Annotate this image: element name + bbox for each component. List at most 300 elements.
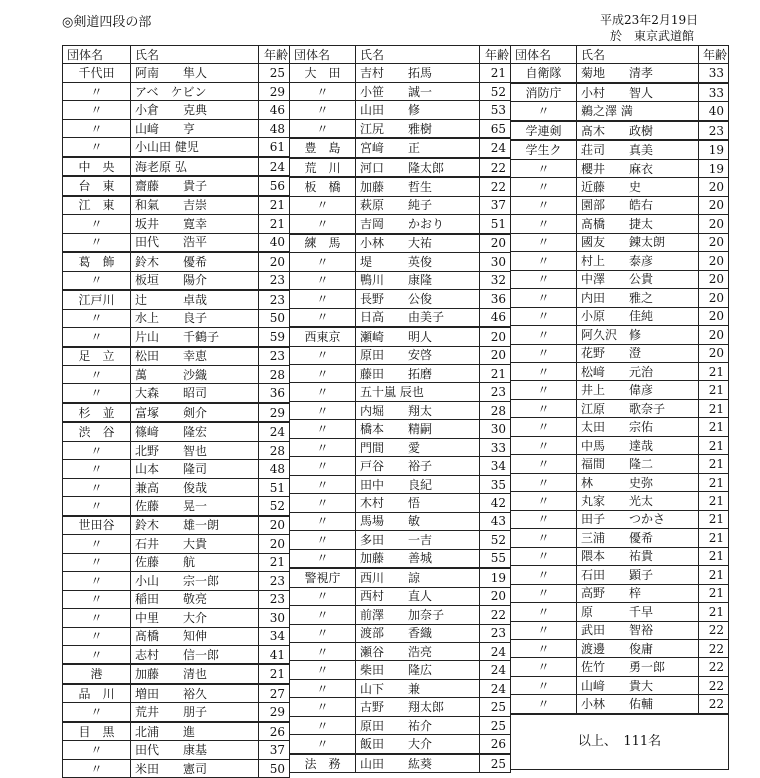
name-cell: 加藤 清也 <box>131 664 259 683</box>
name-cell: 加藤 善城 <box>356 549 480 568</box>
name-cell: 松﨑 元治 <box>577 362 699 380</box>
org-cell: 〃 <box>290 494 356 512</box>
name-cell: 小村 智人 <box>577 83 699 102</box>
org-cell: 品 川 <box>63 684 131 703</box>
name-cell: 米田 憲司 <box>131 759 259 777</box>
age-cell: 34 <box>259 627 290 645</box>
table-row <box>63 646 290 665</box>
age-cell: 21 <box>699 399 729 417</box>
age-cell: 33 <box>699 83 729 102</box>
org-cell: 〃 <box>511 215 577 233</box>
table-row <box>63 759 290 777</box>
age-cell: 50 <box>259 759 290 777</box>
name-cell: 鵜之澤 満 <box>577 102 699 121</box>
name-cell: 水上 良子 <box>131 309 259 327</box>
table-row <box>63 627 290 645</box>
org-cell: 葛 飾 <box>63 252 131 271</box>
name-cell: 木村 悟 <box>356 494 480 512</box>
table-row <box>511 289 729 307</box>
name-cell: 井上 偉彦 <box>577 381 699 399</box>
org-cell: 〃 <box>63 572 131 590</box>
name-cell: 橋本 精嗣 <box>356 420 480 438</box>
table-row <box>63 252 290 271</box>
roster-table-2 <box>289 45 511 773</box>
header-name: 氏名 <box>131 46 259 64</box>
name-cell: 田中 良紀 <box>356 475 480 493</box>
org-cell: 学生ク <box>511 140 577 159</box>
table-row <box>63 384 290 403</box>
age-cell: 20 <box>480 327 511 346</box>
age-cell: 20 <box>480 346 511 364</box>
age-cell: 20 <box>699 233 729 251</box>
name-cell: 兼高 俊哉 <box>131 478 259 496</box>
org-cell: 〃 <box>290 531 356 549</box>
name-cell: 小倉 克典 <box>131 101 259 119</box>
org-cell: 〃 <box>290 587 356 605</box>
age-cell: 25 <box>259 64 290 82</box>
org-cell: 〃 <box>63 478 131 496</box>
age-cell: 22 <box>480 606 511 624</box>
table-row <box>290 364 511 382</box>
name-cell: 佐藤 航 <box>131 553 259 571</box>
table-row <box>63 82 290 100</box>
org-cell: 〃 <box>290 308 356 327</box>
org-cell: 警視庁 <box>290 568 356 587</box>
age-cell: 21 <box>480 64 511 82</box>
org-cell: 〃 <box>290 475 356 493</box>
age-cell: 20 <box>699 196 729 214</box>
age-cell: 27 <box>259 684 290 703</box>
org-cell: 〃 <box>290 196 356 214</box>
table-row <box>511 362 729 380</box>
age-cell: 29 <box>259 82 290 100</box>
org-cell: 杉 並 <box>63 403 131 422</box>
org-cell: 〃 <box>511 492 577 510</box>
org-cell: 〃 <box>63 215 131 233</box>
table-row <box>511 418 729 436</box>
age-cell: 48 <box>259 460 290 478</box>
table-row <box>63 609 290 627</box>
table-row <box>511 215 729 233</box>
age-cell: 20 <box>480 234 511 253</box>
org-cell: 〃 <box>63 309 131 327</box>
name-cell: 加藤 哲生 <box>356 177 480 196</box>
table-row <box>290 327 511 346</box>
age-cell: 23 <box>259 572 290 590</box>
table-row <box>511 252 729 270</box>
org-cell: 〃 <box>511 658 577 676</box>
age-cell: 21 <box>699 510 729 528</box>
age-cell: 22 <box>699 658 729 676</box>
table-row <box>511 326 729 344</box>
table-row <box>511 196 729 214</box>
table-row <box>511 658 729 676</box>
table-row <box>290 735 511 754</box>
org-cell: 〃 <box>63 271 131 290</box>
table-row <box>511 676 729 694</box>
org-cell: 〃 <box>290 383 356 401</box>
section-title: ◎剣道四段の部 <box>62 15 152 30</box>
age-cell: 21 <box>480 364 511 382</box>
age-cell: 21 <box>699 529 729 547</box>
org-cell: 〃 <box>63 441 131 459</box>
age-cell: 41 <box>259 646 290 665</box>
table-row <box>290 138 511 157</box>
name-cell: 鴨川 康隆 <box>356 271 480 289</box>
age-cell: 48 <box>259 119 290 137</box>
table-row <box>290 177 511 196</box>
age-cell: 29 <box>259 403 290 422</box>
name-cell: 渡邊 俊庸 <box>577 640 699 658</box>
age-cell: 36 <box>480 290 511 308</box>
org-cell: 〃 <box>290 606 356 624</box>
age-cell: 56 <box>259 176 290 195</box>
header-age: 年齢 <box>699 46 729 64</box>
org-cell: 〃 <box>511 640 577 658</box>
header-name: 氏名 <box>577 46 699 64</box>
age-cell: 36 <box>259 384 290 403</box>
org-cell: 〃 <box>290 549 356 568</box>
name-cell: 西川 諒 <box>356 568 480 587</box>
name-cell: 小林 大祐 <box>356 234 480 253</box>
header-age: 年齢 <box>259 46 290 64</box>
table-row <box>63 101 290 119</box>
age-cell: 46 <box>259 101 290 119</box>
org-cell: 〃 <box>290 364 356 382</box>
table-row <box>63 478 290 496</box>
table-row <box>290 196 511 214</box>
org-cell: 〃 <box>290 346 356 364</box>
table-row <box>511 566 729 584</box>
table-row <box>63 497 290 516</box>
table-row <box>63 422 290 441</box>
name-cell: 小山田 健児 <box>131 138 259 157</box>
table-row <box>290 549 511 568</box>
name-cell: 萬 沙織 <box>131 365 259 383</box>
org-cell: 〃 <box>290 271 356 289</box>
org-cell: 渋 谷 <box>63 422 131 441</box>
org-cell: 自衛隊 <box>511 64 577 83</box>
name-cell: 馬場 敏 <box>356 512 480 530</box>
table-row <box>511 584 729 602</box>
name-cell: 花野 澄 <box>577 344 699 362</box>
name-cell: 北浦 進 <box>131 722 259 741</box>
org-cell: 〃 <box>63 759 131 777</box>
name-cell: 稲田 敬亮 <box>131 590 259 608</box>
org-cell: 足 立 <box>63 347 131 366</box>
org-cell: 〃 <box>511 399 577 417</box>
org-cell: 〃 <box>63 138 131 157</box>
name-cell: 園部 皓右 <box>577 196 699 214</box>
name-cell: 小笹 誠一 <box>356 82 480 100</box>
name-cell: 片山 千鶴子 <box>131 328 259 347</box>
org-cell: 〃 <box>290 679 356 697</box>
org-cell: 〃 <box>511 233 577 251</box>
table-row <box>511 547 729 565</box>
age-cell: 52 <box>259 497 290 516</box>
name-cell: 隈本 祐貴 <box>577 547 699 565</box>
table-row <box>511 621 729 639</box>
table-row <box>63 664 290 683</box>
table-row <box>511 102 729 121</box>
age-cell: 46 <box>480 308 511 327</box>
age-cell: 21 <box>699 566 729 584</box>
table-row <box>511 159 729 177</box>
org-cell: 〃 <box>290 716 356 734</box>
org-cell: 〃 <box>290 735 356 754</box>
name-cell: 内堀 翔太 <box>356 401 480 419</box>
age-cell: 23 <box>259 271 290 290</box>
table-row <box>511 473 729 491</box>
name-cell: 中馬 達哉 <box>577 436 699 454</box>
table-row <box>63 119 290 137</box>
name-cell: 山本 隆司 <box>131 460 259 478</box>
table-row <box>511 603 729 621</box>
total-row <box>511 714 729 770</box>
name-cell: 日高 由美子 <box>356 308 480 327</box>
org-cell: 〃 <box>511 455 577 473</box>
table-row <box>511 64 729 83</box>
name-cell: 髙橋 捷太 <box>577 215 699 233</box>
name-cell: 長野 公俊 <box>356 290 480 308</box>
org-cell: 〃 <box>63 365 131 383</box>
name-cell: 髙橋 知伸 <box>131 627 259 645</box>
org-cell: 〃 <box>63 497 131 516</box>
age-cell: 20 <box>699 178 729 196</box>
age-cell: 20 <box>259 516 290 535</box>
name-cell: 松田 幸恵 <box>131 347 259 366</box>
name-cell: 荘司 真美 <box>577 140 699 159</box>
org-cell: 〃 <box>511 676 577 694</box>
org-cell: 〃 <box>290 512 356 530</box>
org-cell: 〃 <box>511 529 577 547</box>
org-cell: 江 東 <box>63 196 131 215</box>
org-cell: 〃 <box>290 401 356 419</box>
name-cell: 中澤 公貴 <box>577 270 699 288</box>
name-cell: 丸家 光太 <box>577 492 699 510</box>
name-cell: 飯田 大介 <box>356 735 480 754</box>
org-cell: 西東京 <box>290 327 356 346</box>
table-row <box>290 290 511 308</box>
org-cell: 〃 <box>63 384 131 403</box>
table-row <box>290 119 511 138</box>
age-cell: 29 <box>259 703 290 722</box>
age-cell: 42 <box>480 494 511 512</box>
org-cell: 〃 <box>511 252 577 270</box>
age-cell: 51 <box>259 478 290 496</box>
table-row <box>511 121 729 140</box>
table-row <box>63 271 290 290</box>
age-cell: 19 <box>699 159 729 177</box>
table-row <box>290 438 511 456</box>
org-cell: 〃 <box>63 590 131 608</box>
table-row <box>511 307 729 325</box>
age-cell: 35 <box>480 475 511 493</box>
name-cell: 宮﨑 正 <box>356 138 480 157</box>
name-cell: 石井 大貴 <box>131 535 259 553</box>
name-cell: 田代 浩平 <box>131 233 259 252</box>
age-cell: 20 <box>259 252 290 271</box>
table-row <box>63 176 290 195</box>
org-cell: 〃 <box>511 326 577 344</box>
name-cell: 田代 康基 <box>131 741 259 759</box>
name-cell: 小林 佑輔 <box>577 695 699 714</box>
age-cell: 55 <box>480 549 511 568</box>
name-cell: 古野 翔太郎 <box>356 698 480 716</box>
name-cell: 髙木 政樹 <box>577 121 699 140</box>
org-cell: 荒 川 <box>290 158 356 177</box>
org-cell: 〃 <box>63 553 131 571</box>
age-cell: 26 <box>259 722 290 741</box>
name-cell: 富塚 剣介 <box>131 403 259 422</box>
age-cell: 20 <box>699 215 729 233</box>
name-cell: 板垣 陽介 <box>131 271 259 290</box>
age-cell: 50 <box>259 309 290 327</box>
name-cell: 前澤 加奈子 <box>356 606 480 624</box>
org-cell: 〃 <box>63 119 131 137</box>
age-cell: 21 <box>259 196 290 215</box>
table-row <box>63 347 290 366</box>
age-cell: 20 <box>699 326 729 344</box>
org-cell: 〃 <box>63 627 131 645</box>
age-cell: 19 <box>480 568 511 587</box>
age-cell: 23 <box>259 347 290 366</box>
table-row <box>63 553 290 571</box>
name-cell: 山下 兼 <box>356 679 480 697</box>
org-cell: 〃 <box>290 119 356 138</box>
table-row <box>63 290 290 309</box>
name-cell: 和氣 吉崇 <box>131 196 259 215</box>
name-cell: 西村 直人 <box>356 587 480 605</box>
name-cell: 小原 佳純 <box>577 307 699 325</box>
org-cell: 板 橋 <box>290 177 356 196</box>
table-row <box>63 365 290 383</box>
org-cell: 台 東 <box>63 176 131 195</box>
org-cell: 〃 <box>511 603 577 621</box>
age-cell: 23 <box>699 121 729 140</box>
age-cell: 21 <box>699 436 729 454</box>
table-row <box>63 196 290 215</box>
table-row <box>511 455 729 473</box>
age-cell: 52 <box>480 531 511 549</box>
name-cell: 原 千早 <box>577 603 699 621</box>
org-cell: 〃 <box>511 102 577 121</box>
table-row <box>511 140 729 159</box>
org-cell: 〃 <box>63 609 131 627</box>
age-cell: 21 <box>699 381 729 399</box>
event-date: 平成23年2月19日 <box>600 13 699 27</box>
header-org: 団体名 <box>511 46 577 64</box>
org-cell: 〃 <box>290 698 356 716</box>
age-cell: 24 <box>259 157 290 176</box>
age-cell: 30 <box>480 420 511 438</box>
name-cell: 江尻 雅樹 <box>356 119 480 138</box>
table-row <box>63 590 290 608</box>
age-cell: 21 <box>699 418 729 436</box>
table-row <box>290 101 511 119</box>
org-cell: 〃 <box>63 741 131 759</box>
age-cell: 23 <box>480 624 511 642</box>
org-cell: 〃 <box>63 233 131 252</box>
table-row <box>511 344 729 362</box>
name-cell: 鈴木 雄一朗 <box>131 516 259 535</box>
table-row <box>290 457 511 475</box>
header-org: 団体名 <box>290 46 356 64</box>
table-row <box>290 754 511 773</box>
table-row <box>511 270 729 288</box>
age-cell: 65 <box>480 119 511 138</box>
name-cell: 萩原 純子 <box>356 196 480 214</box>
name-cell: 近藤 史 <box>577 178 699 196</box>
name-cell: 多田 一吉 <box>356 531 480 549</box>
org-cell: 消防庁 <box>511 83 577 102</box>
org-cell: 世田谷 <box>63 516 131 535</box>
table-row <box>290 568 511 587</box>
table-row <box>63 572 290 590</box>
age-cell: 37 <box>259 741 290 759</box>
table-row <box>290 679 511 697</box>
org-cell: 〃 <box>63 101 131 119</box>
name-cell: 佐藤 晃一 <box>131 497 259 516</box>
table-row <box>511 436 729 454</box>
table-row <box>63 741 290 759</box>
org-cell: 〃 <box>290 420 356 438</box>
age-cell: 28 <box>259 365 290 383</box>
name-cell: 海老原 弘 <box>131 157 259 176</box>
table-row <box>290 158 511 177</box>
table-row <box>511 640 729 658</box>
age-cell: 21 <box>699 547 729 565</box>
age-cell: 51 <box>480 215 511 234</box>
name-cell: 福間 隆二 <box>577 455 699 473</box>
table-row <box>63 64 290 82</box>
org-cell: 法 務 <box>290 754 356 773</box>
age-cell: 22 <box>480 158 511 177</box>
total-count: 以上、 111名 <box>511 714 729 770</box>
table-row <box>63 157 290 176</box>
age-cell: 24 <box>480 643 511 661</box>
name-cell: 小山 宗一郎 <box>131 572 259 590</box>
org-cell: 〃 <box>511 418 577 436</box>
name-cell: 戸谷 裕子 <box>356 457 480 475</box>
table-row <box>290 475 511 493</box>
table-row <box>290 383 511 401</box>
table-row <box>290 587 511 605</box>
org-cell: 〃 <box>511 584 577 602</box>
age-cell: 19 <box>699 140 729 159</box>
header-age: 年齢 <box>480 46 511 64</box>
name-cell: 山﨑 亨 <box>131 119 259 137</box>
org-cell: 〃 <box>511 344 577 362</box>
age-cell: 24 <box>480 679 511 697</box>
age-cell: 25 <box>480 754 511 773</box>
age-cell: 21 <box>699 492 729 510</box>
header-row <box>511 46 729 64</box>
name-cell: 石田 顕子 <box>577 566 699 584</box>
name-cell: 吉岡 かおり <box>356 215 480 234</box>
name-cell: 菊地 清孝 <box>577 64 699 83</box>
age-cell: 25 <box>480 716 511 734</box>
age-cell: 22 <box>699 695 729 714</box>
table-row <box>290 494 511 512</box>
event-venue: 於 東京武道館 <box>610 29 695 43</box>
org-cell: 〃 <box>511 307 577 325</box>
table-row <box>63 441 290 459</box>
table-row <box>290 234 511 253</box>
table-row <box>63 328 290 347</box>
org-cell: 〃 <box>290 457 356 475</box>
table-row <box>290 531 511 549</box>
